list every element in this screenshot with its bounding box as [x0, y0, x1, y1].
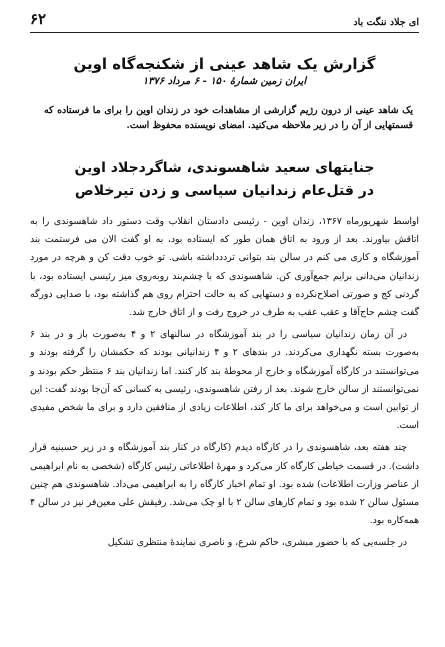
article-title: [30, 157, 419, 203]
source-citation: ایران زمین شمارهٔ ۱۵۰ - ۶ مرداد ۱۳۷۶: [142, 76, 307, 87]
body-paragraph-2: در آن زمان زندانیان سیاسی را در بند آموزشگاه در سالنهای ۲ و ۴ به‌صورت باز و در بند ۶ به‌صورت بسته نگهداری می‌کردند. در بندهای ۲ و ۴ زندانیانی بودند که حکمشان را گرفته بودند و می‌توانستند در کارگاه آموزشگاه و خارج از محوطهٔ بند کار کنند. اما زندانیان بند ۶ منتظر حکم بودند و نمی‌توانستند از سالن خارج شوند. بعد از رفتن شاهسوندی، رئیسی به کسانی که آن‌جا بودند گفت: این از توابین است و می‌خواهد برای ما کار کند، اطلاعات زیادی از منافقین دارد و برای ما شخص مفیدی است.: [30, 329, 419, 432]
article-title-line-2: در قتل‌عام زندانیان سیاسی و زدن تیرخلاص: [74, 183, 375, 199]
report-title: گزارش یک شاهد عینی از شکنجه‌گاه اوین: [73, 55, 376, 73]
page-number: ۶۲: [30, 10, 47, 28]
body-paragraph-4: در جلسه‌یی که با حضور مبشری، حاکم شرع، و ناصری نمایندهٔ منتظری تشکیل: [107, 537, 407, 549]
body-paragraph-1: اواسط شهریورماه ۱۳۶۷، زندان اوین - رئیسی دادستان انقلاب وقت دستور داد شاهسوندی را به اتاقش بیاورند. بعد از ورود به اتاق همان طور که ایستاده بود، به او گفت الان می فرستمت بند آموزشگاه و کاری می کنم در سالن بند بتوانی ترددداشته باشی. تو خوب دقت کن و هرچه در مورد زندانیان می‌دانی برایم جمع‌آوری کن. شاهسوندی که با چشم‌بند روبه‌روی میز رئیسی ایستاده بود، با گردنی کج و صورتی اصلاح‌نکرده و دستهایی که به حالت احترام روی هم گذاشته بود، با صدایی دورگه گفت چشم حاج‌آقا و عقب عقب به طرف در خروج رفت و از اتاق خارج شد.: [30, 216, 420, 319]
running-header: [30, 10, 419, 33]
running-title: ای جلاد ننگت باد: [353, 17, 419, 28]
article-title-line-1: جنایتهای سعید شاهسوندی، شاگردجلاد اوین: [74, 160, 375, 176]
body-paragraph-3: چند هفته بعد، شاهسوندی را در کارگاه دیدم (کارگاه در کنار بند آموزشگاه و در زیر حسینیه قرار داشت). در قسمت خیاطی کارگاه کار می‌کرد و مهرهٔ اطلاعاتی رئیس کارگاه (شخصی به نام ابراهیمی از عناصر وزارت اطلاعات) شده بود. او تمام اخبار کارگاه را به ابراهیمی می‌داد. شاهسوندی هم چنین مسئول سالن ۲ شده بود و تمام کارهای سالن ۲ با او چک می‌شد. رفیقش علی معین‌فر نیز در سالن ۴ همه‌کاره بود.: [30, 442, 419, 527]
editor-note: یک شاهد عینی از درون رژیم گزارشی از مشاهدات خود در زندان اوین را برای ما فرستاده که قسمتهایی از آن را در زیر ملاحظه می‌کنید. امضای نویسنده محفوظ است.: [44, 105, 413, 131]
